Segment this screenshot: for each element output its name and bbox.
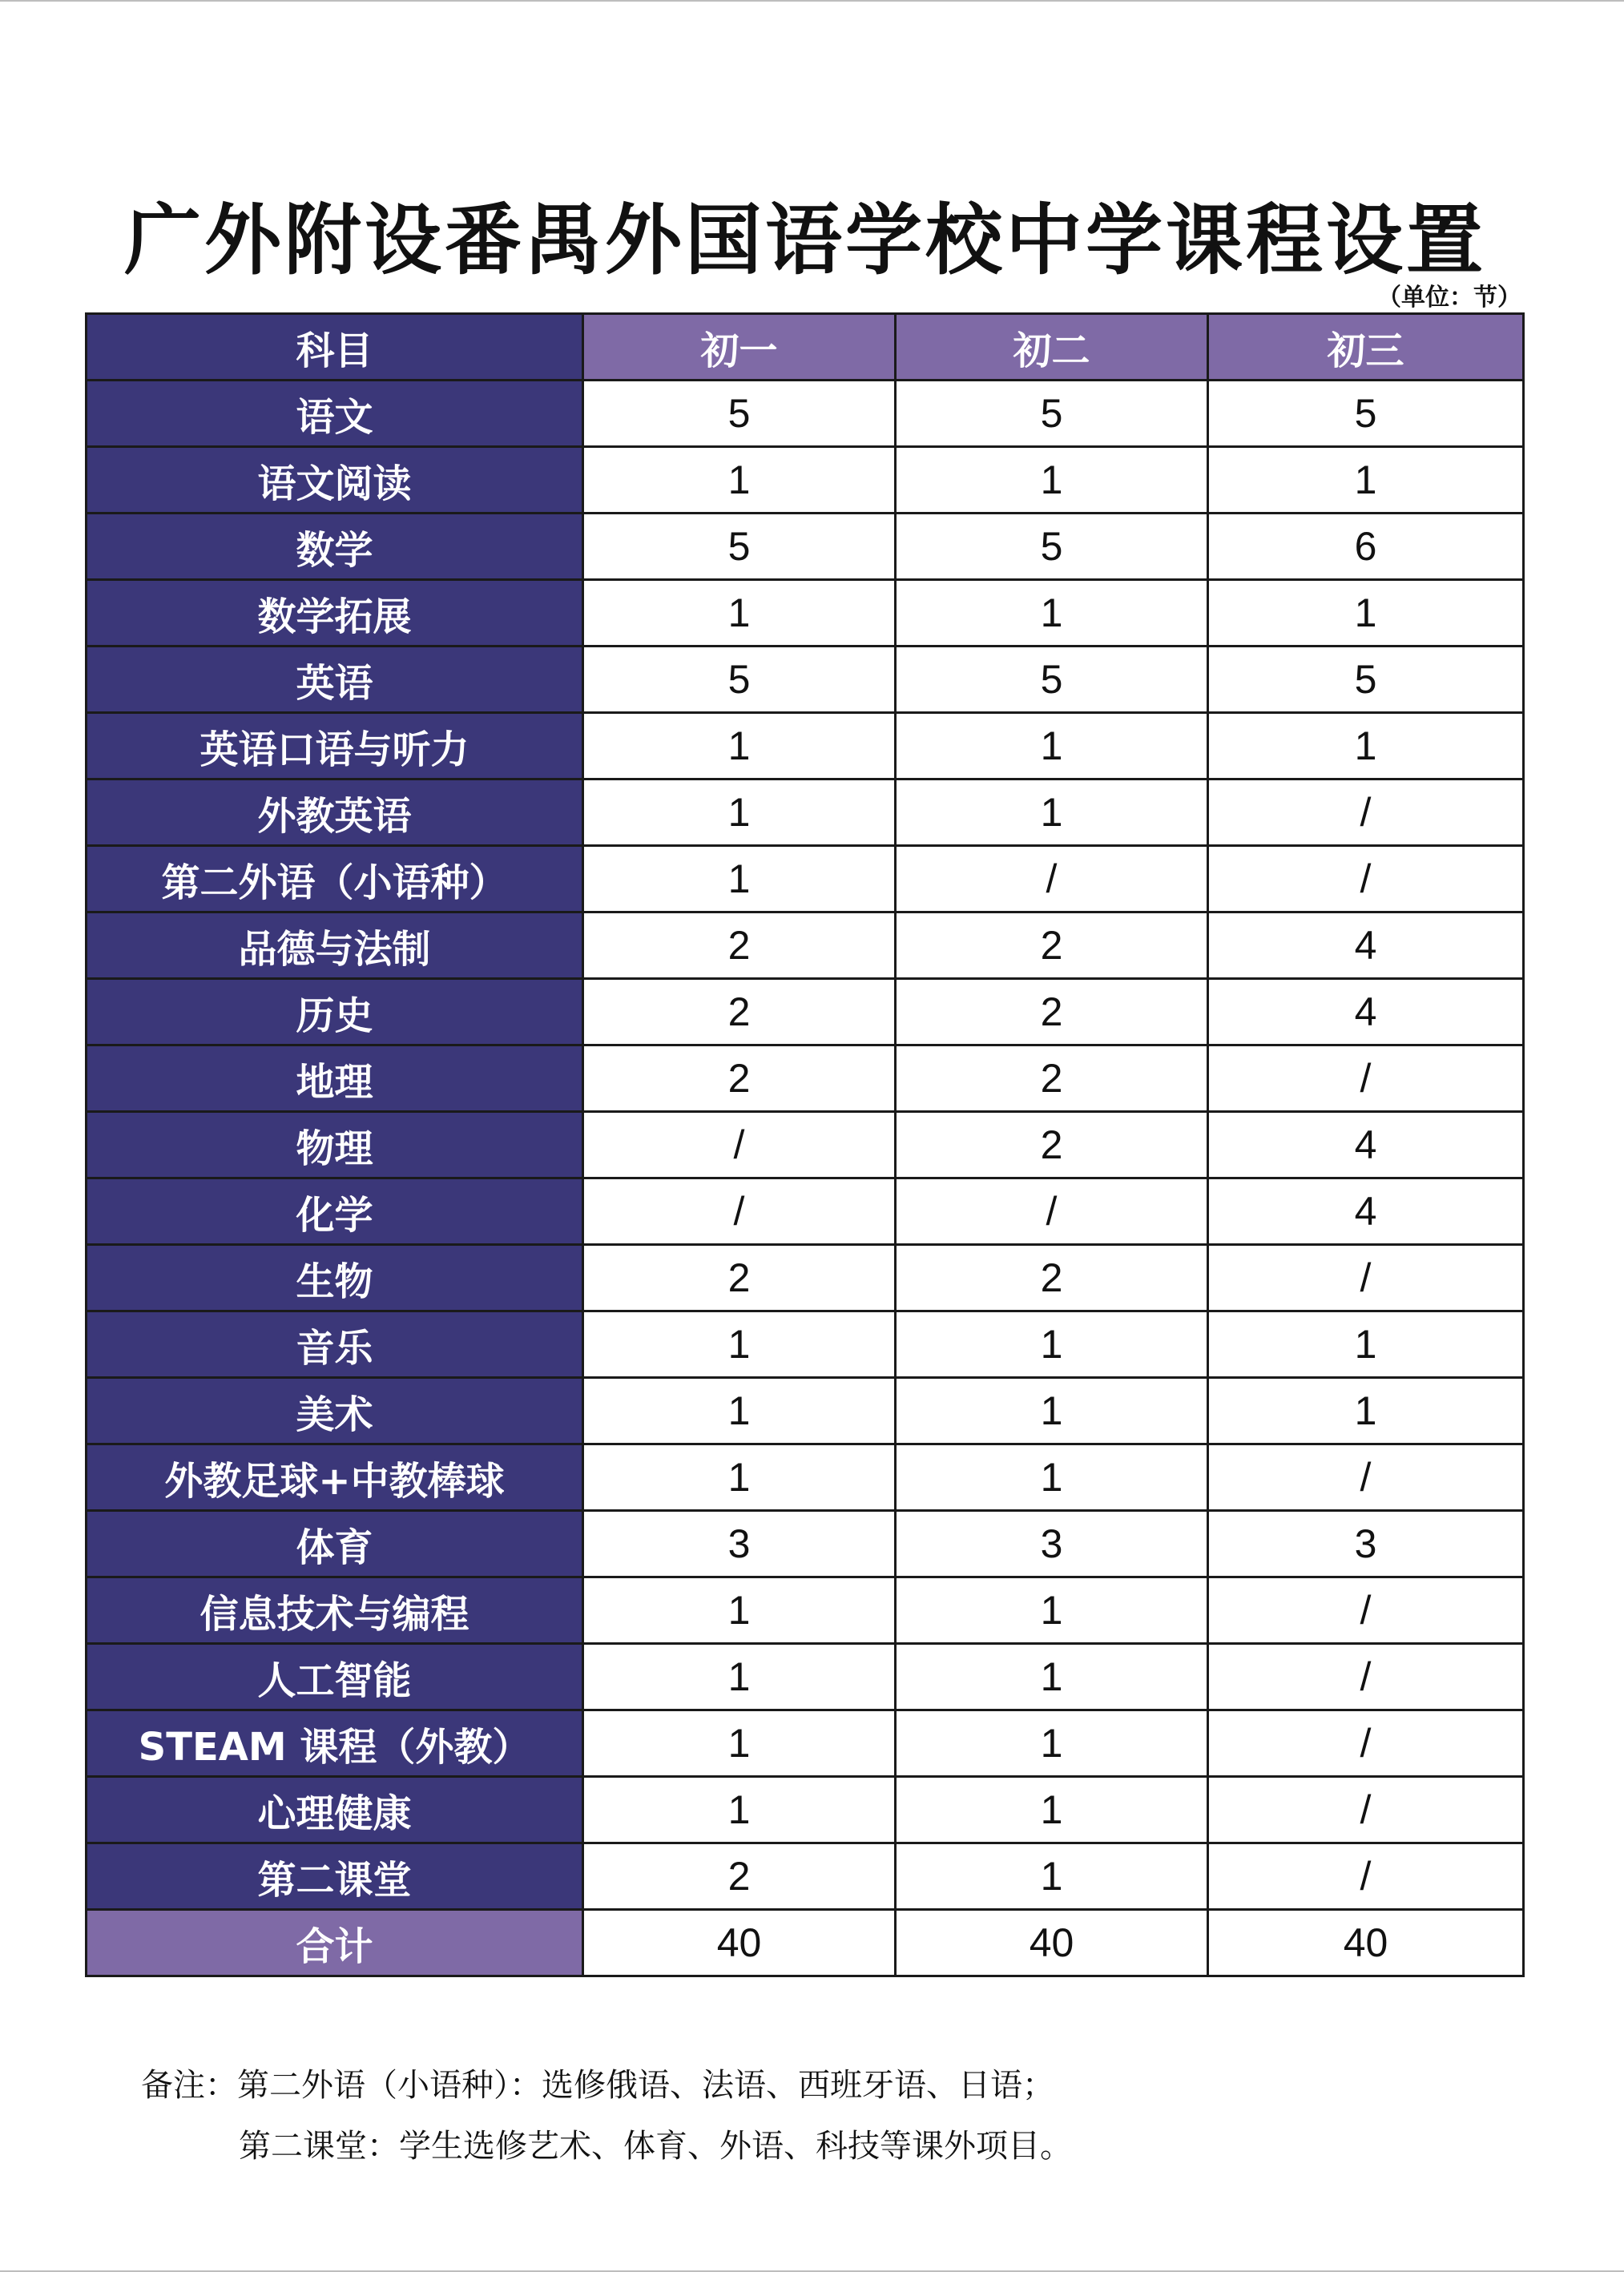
- table-row: [87, 1112, 1524, 1178]
- subject-cell: 体育: [87, 1511, 583, 1577]
- subject-cell: 数学拓展: [87, 580, 583, 647]
- grade-2-value: 5: [896, 381, 1208, 447]
- grade-2-value: 2: [896, 1245, 1208, 1311]
- grade-2-value: 1: [896, 779, 1208, 846]
- grade-1-value: 1: [583, 1644, 896, 1710]
- grade-2-value: 1: [896, 1378, 1208, 1444]
- grade-2-value: 1: [896, 1777, 1208, 1843]
- table-row: [87, 1245, 1524, 1311]
- grade-2-value: /: [896, 846, 1208, 912]
- table-row: [87, 1311, 1524, 1378]
- top-border-line: [0, 0, 1624, 2]
- grade-3-value: /: [1208, 846, 1524, 912]
- subject-cell: 美术: [87, 1378, 583, 1444]
- grade-1-value: 1: [583, 713, 896, 779]
- remarks-block: [141, 2055, 1072, 2177]
- subject-cell: 物理: [87, 1112, 583, 1178]
- grade-2-value: 3: [896, 1511, 1208, 1577]
- subject-cell: 英语: [87, 647, 583, 713]
- grade-1-value: 1: [583, 1710, 896, 1777]
- subject-cell: 语文阅读: [87, 447, 583, 514]
- grade-3-value: /: [1208, 1843, 1524, 1910]
- grade-2-value: 2: [896, 1045, 1208, 1112]
- grade-3-value: 1: [1208, 713, 1524, 779]
- table-row: [87, 1777, 1524, 1843]
- subject-cell: 音乐: [87, 1311, 583, 1378]
- grade-3-value: 4: [1208, 1112, 1524, 1178]
- grade-1-value: 1: [583, 447, 896, 514]
- grade-1-value: 1: [583, 1444, 896, 1511]
- subject-cell: 生物: [87, 1245, 583, 1311]
- total-row: [87, 1910, 1524, 1976]
- subject-cell: 地理: [87, 1045, 583, 1112]
- table-row: [87, 1710, 1524, 1777]
- total-grade-2: 40: [896, 1910, 1208, 1976]
- grade-1-value: 1: [583, 846, 896, 912]
- grade-3-value: /: [1208, 1245, 1524, 1311]
- grade-1-value: 2: [583, 1045, 896, 1112]
- grade-2-value: 1: [896, 713, 1208, 779]
- subject-cell: 化学: [87, 1178, 583, 1245]
- table-row: [87, 447, 1524, 514]
- grade-1-value: 1: [583, 580, 896, 647]
- subject-cell: 信息技术与编程: [87, 1577, 583, 1644]
- total-grade-3: 40: [1208, 1910, 1524, 1976]
- grade-2-value: 1: [896, 1710, 1208, 1777]
- subject-cell: 第二课堂: [87, 1843, 583, 1910]
- subject-cell: 数学: [87, 514, 583, 580]
- table-row: [87, 1843, 1524, 1910]
- subject-cell: 外教足球+中教棒球: [87, 1444, 583, 1511]
- table-row: [87, 1511, 1524, 1577]
- remark-second-language: 备注：第二外语（小语种）：选修俄语、法语、西班牙语、日语；: [141, 2067, 1054, 2104]
- table-row: [87, 1178, 1524, 1245]
- grade-1-value: 1: [583, 1311, 896, 1378]
- table-row: [87, 580, 1524, 647]
- table-row: [87, 381, 1524, 447]
- grade-3-value: 1: [1208, 580, 1524, 647]
- subject-cell: 历史: [87, 979, 583, 1045]
- grade-3-value: 1: [1208, 1311, 1524, 1378]
- grade-3-value: /: [1208, 1777, 1524, 1843]
- grade-2-value: 5: [896, 647, 1208, 713]
- course-schedule-table: [85, 312, 1525, 1977]
- grade-3-value: /: [1208, 1444, 1524, 1511]
- subject-cell: 人工智能: [87, 1644, 583, 1710]
- table-row: [87, 514, 1524, 580]
- header-subject: 科目: [87, 314, 583, 381]
- grade-2-value: 1: [896, 580, 1208, 647]
- grade-1-value: 5: [583, 514, 896, 580]
- grade-1-value: 1: [583, 1378, 896, 1444]
- table-row: [87, 779, 1524, 846]
- grade-1-value: 1: [583, 779, 896, 846]
- subject-cell: 外教英语: [87, 779, 583, 846]
- grade-2-value: 2: [896, 1112, 1208, 1178]
- grade-1-value: /: [583, 1178, 896, 1245]
- grade-1-value: 2: [583, 1843, 896, 1910]
- unit-note: （单位：节）: [1377, 284, 1521, 312]
- grade-3-value: 1: [1208, 1378, 1524, 1444]
- grade-3-value: 6: [1208, 514, 1524, 580]
- grade-3-value: 4: [1208, 979, 1524, 1045]
- grade-2-value: 1: [896, 1444, 1208, 1511]
- grade-3-value: 4: [1208, 912, 1524, 979]
- grade-1-value: 2: [583, 979, 896, 1045]
- grade-2-value: 2: [896, 979, 1208, 1045]
- grade-1-value: 1: [583, 1777, 896, 1843]
- grade-3-value: 5: [1208, 647, 1524, 713]
- grade-2-value: 1: [896, 1843, 1208, 1910]
- subject-cell: 英语口语与听力: [87, 713, 583, 779]
- grade-3-value: 4: [1208, 1178, 1524, 1245]
- grade-3-value: /: [1208, 779, 1524, 846]
- table-row: [87, 647, 1524, 713]
- grade-2-value: 1: [896, 1311, 1208, 1378]
- remark-second-classroom: 第二课堂：学生选修艺术、体育、外语、科技等课外项目。: [239, 2128, 1072, 2165]
- header-grade-3: 初三: [1208, 314, 1524, 381]
- grade-1-value: 5: [583, 381, 896, 447]
- grade-3-value: /: [1208, 1045, 1524, 1112]
- table-row: [87, 713, 1524, 779]
- grade-1-value: 2: [583, 912, 896, 979]
- subject-cell: 品德与法制: [87, 912, 583, 979]
- table-row: [87, 1644, 1524, 1710]
- table-header-row: [87, 314, 1524, 381]
- page-title: 广外附设番禺外国语学校中学课程设置: [124, 195, 1486, 285]
- table-row: [87, 1577, 1524, 1644]
- grade-3-value: /: [1208, 1577, 1524, 1644]
- grade-2-value: 1: [896, 447, 1208, 514]
- subject-cell: STEAM 课程（外教）: [87, 1710, 583, 1777]
- header-grade-2: 初二: [896, 314, 1208, 381]
- grade-3-value: /: [1208, 1710, 1524, 1777]
- grade-1-value: 3: [583, 1511, 896, 1577]
- grade-1-value: /: [583, 1112, 896, 1178]
- table-row: [87, 1444, 1524, 1511]
- subject-cell: 语文: [87, 381, 583, 447]
- grade-1-value: 2: [583, 1245, 896, 1311]
- grade-3-value: /: [1208, 1644, 1524, 1710]
- grade-2-value: 5: [896, 514, 1208, 580]
- table-row: [87, 912, 1524, 979]
- grade-2-value: 1: [896, 1577, 1208, 1644]
- grade-1-value: 5: [583, 647, 896, 713]
- total-label: 合计: [87, 1910, 583, 1976]
- table-row: [87, 979, 1524, 1045]
- grade-2-value: /: [896, 1178, 1208, 1245]
- header-grade-1: 初一: [583, 314, 896, 381]
- grade-3-value: 5: [1208, 381, 1524, 447]
- subject-cell: 第二外语（小语种）: [87, 846, 583, 912]
- table-row: [87, 1378, 1524, 1444]
- grade-1-value: 1: [583, 1577, 896, 1644]
- table-row: [87, 846, 1524, 912]
- grade-3-value: 3: [1208, 1511, 1524, 1577]
- grade-3-value: 1: [1208, 447, 1524, 514]
- grade-2-value: 2: [896, 912, 1208, 979]
- grade-2-value: 1: [896, 1644, 1208, 1710]
- table-row: [87, 1045, 1524, 1112]
- total-grade-1: 40: [583, 1910, 896, 1976]
- subject-cell: 心理健康: [87, 1777, 583, 1843]
